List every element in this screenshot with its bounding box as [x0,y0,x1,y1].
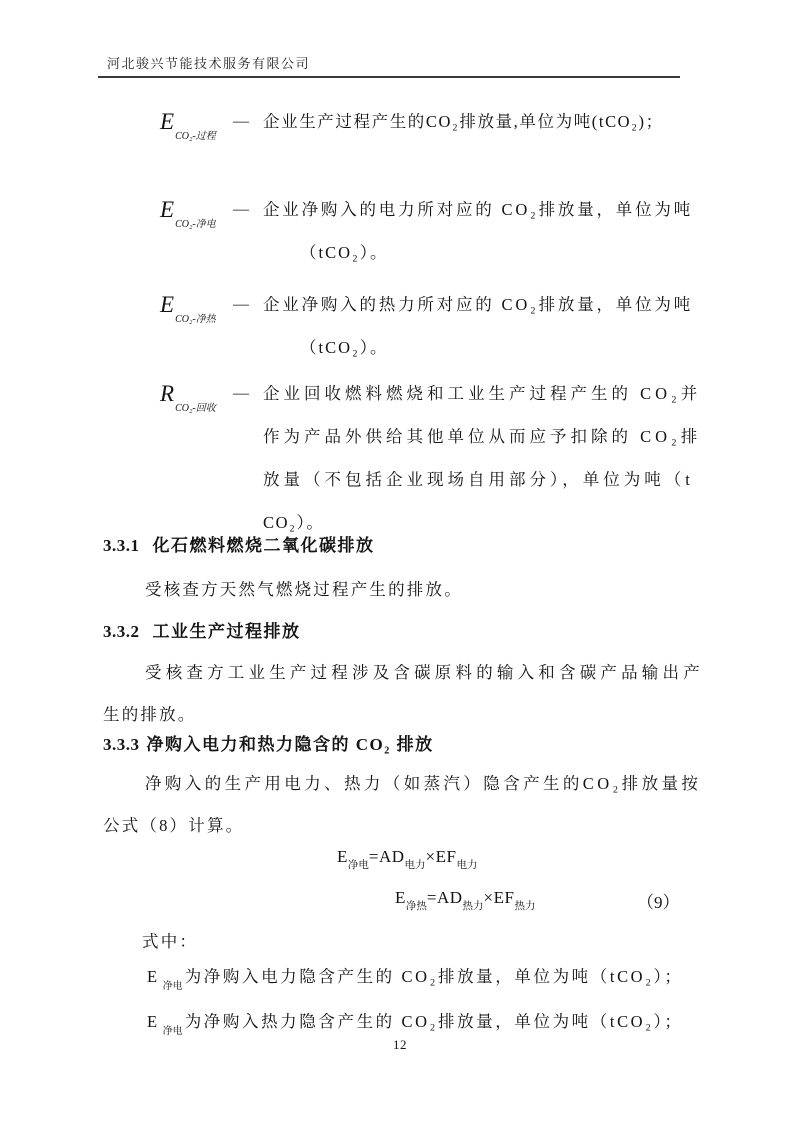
header-company-name: 河北骏兴节能技术服务有限公司 [107,56,311,71]
definition-text-line: 企业净购入的热力所对应的 CO₂排放量，单位为吨 [263,295,693,314]
definition-text-line: 企业生产过程产生的CO₂排放量,单位为吨(tCO₂)； [263,112,664,131]
note-net-heat: $E_{净电}$为净购入热力隐含产生的 CO₂排放量，单位为吨（tCO₂）； [147,1012,684,1038]
section-number: 3.3.1 [103,536,140,555]
definition-text-line: （tCO₂）。 [300,338,389,357]
symbol-e-co2-net-heat: $E_{CO_2-净热}$ [160,292,216,325]
definition-text-line: 作为产品外供给其他单位从而应予扣除的 CO₂排 [263,427,702,446]
paragraph-332-line2: 生的排放。 [103,705,197,724]
paragraph-333-line2: 公式（8）计算。 [103,816,245,835]
definition-text-line: 企业回收燃料燃烧和工业生产过程产生的 CO₂并 [263,384,702,403]
section-title: 工业生产过程排放 [152,622,301,641]
section-heading-333 [103,730,434,755]
note-net-electricity: $E_{净电}$为净购入电力隐含产生的 CO₂排放量，单位为吨（tCO₂）； [147,967,684,993]
definition-text-line: CO₂）。 [263,513,325,532]
section-title: 净购入电力和热力隐含的 CO₂ 排放 [146,735,434,754]
definition-dash: — [233,385,249,402]
section-number: 3.3.3 [103,735,140,754]
equation-number: （9） [637,893,680,912]
paragraph-331: 受核查方天然气燃烧过程产生的排放。 [145,580,463,599]
definition-text-line: 企业净购入的电力所对应的 CO₂排放量，单位为吨 [263,200,693,219]
definition-text-line: 放量（不包括企业现场自用部分），单位为吨（t [263,470,694,489]
symbol-r-co2-recovered: $R_{CO_2-回收}$ [160,381,216,414]
section-heading-332 [103,617,301,642]
section-heading-331 [103,531,375,556]
section-number: 3.3.2 [103,622,140,641]
symbol-e-co2-process: $E_{CO_2-过程}$ [160,109,216,142]
definition-text-line: （tCO₂）。 [300,243,389,262]
page-number: 12 [393,1037,407,1052]
section-title: 化石燃料燃烧二氧化碳排放 [152,536,375,555]
definition-dash: — [233,113,249,130]
equation-net-heat: $E_{净热}=AD_{热力}\times EF_{热力}$ [395,888,536,913]
definition-row [160,100,705,154]
header-rule [98,76,680,78]
paragraph-332-line1: 受核查方工业生产过程涉及含碳原料的输入和含碳产品输出产 [145,663,704,682]
definition-row [160,283,705,369]
paragraph-333-line1: 净购入的生产用电力、热力（如蒸汽）隐含产生的CO₂排放量按 [145,774,702,793]
where-label: 式中： [142,932,199,951]
equation-net-electricity: $E_{净电}=AD_{电力}\times EF_{电力}$ [337,847,478,872]
definition-dash: — [233,201,249,218]
definition-dash: — [233,296,249,313]
definition-row [160,188,705,274]
definition-row [160,372,705,544]
symbol-e-co2-net-electricity: $E_{CO_2-净电}$ [160,197,216,230]
